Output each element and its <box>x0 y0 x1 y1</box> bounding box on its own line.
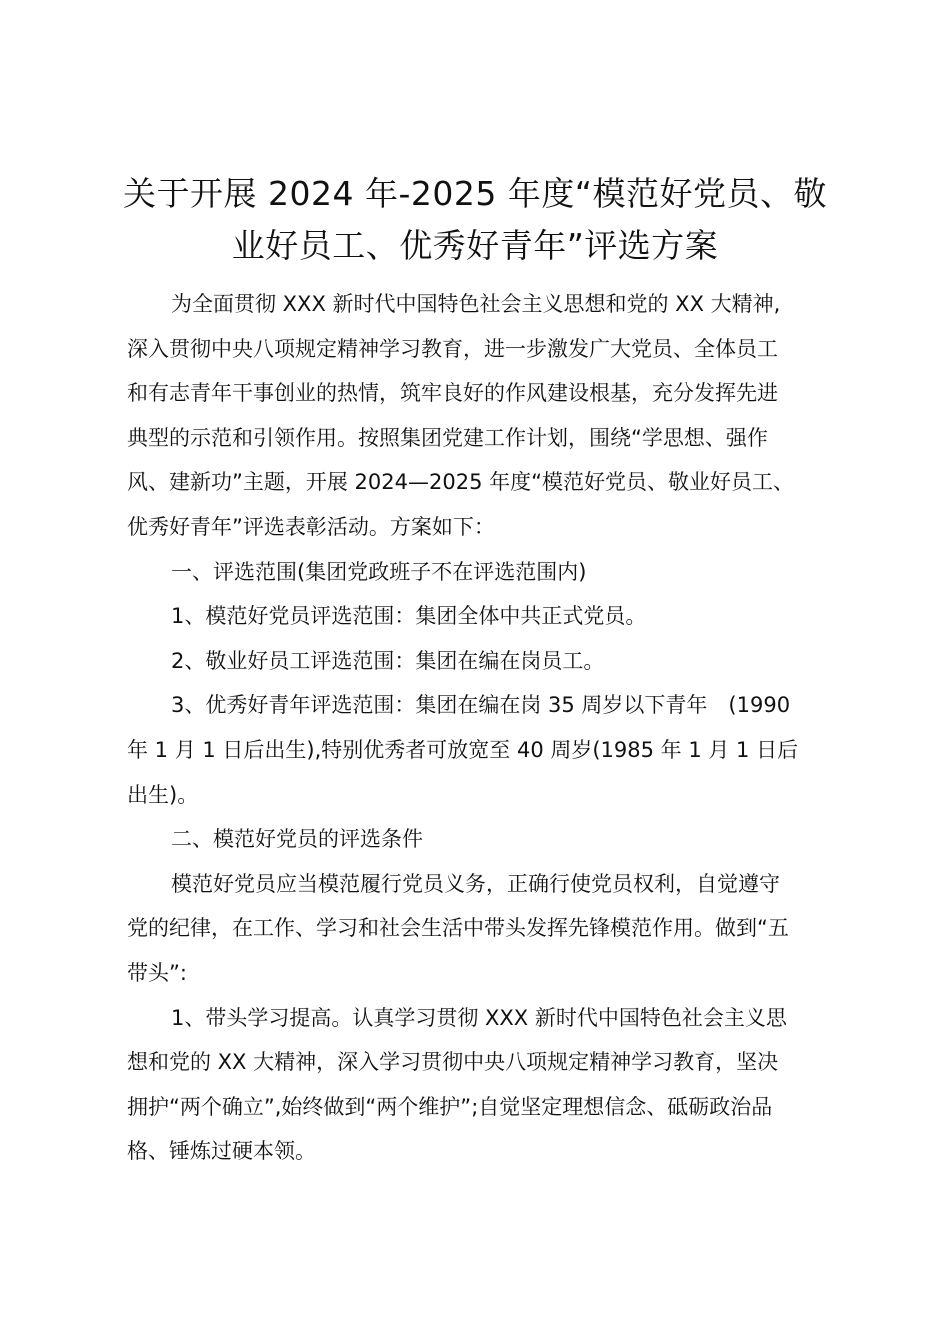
section-heading: 一、评选范围(集团党政班子不在评选范围内) <box>171 559 587 584</box>
paragraph-line: 出生)。 <box>127 782 199 807</box>
paragraph-line: 拥护“两个确立”,始终做到“两个维护”;自觉坚定理想信念、砥砺政治品 <box>127 1094 773 1119</box>
list-item: 1、带头学习提高。认真学习贯彻 XXX 新时代中国特色社会主义思 <box>171 1005 787 1030</box>
list-item: 3、优秀好青年评选范围：集团在编在岗 35 周岁以下青年 (1990 <box>171 693 791 718</box>
paragraph-line: 优秀好青年”评选表彰活动。方案如下： <box>127 514 495 539</box>
paragraph-line: 深入贯彻中央八项规定精神学习教育，进一步激发广大党员、全体员工 <box>127 336 778 361</box>
list-item: 2、敬业好员工评选范围：集团在编在岗员工。 <box>171 648 605 673</box>
paragraph-line: 格、锤炼过硬本领。 <box>127 1139 316 1164</box>
paragraph-line: 典型的示范和引领作用。按照集团党建工作计划，围绕“学思想、强作 <box>127 425 768 450</box>
document-title <box>110 168 840 272</box>
document-body <box>127 282 827 1174</box>
title-line-2: 业好员工、优秀好青年”评选方案 <box>231 226 719 265</box>
paragraph-line: 想和党的 XX 大精神，深入学习贯彻中央八项规定精神学习教育，坚决 <box>127 1050 779 1075</box>
section-heading: 二、模范好党员的评选条件 <box>171 827 423 852</box>
paragraph-line: 带头”: <box>127 960 187 985</box>
paragraph-line: 模范好党员应当模范履行党员义务，正确行使党员权利，自觉遵守 <box>171 871 780 896</box>
paragraph-line: 为全面贯彻 XXX 新时代中国特色社会主义思想和党的 XX 大精神, <box>171 292 781 316</box>
paragraph-line: 风、建新功”主题，开展 2024—2025 年度“模范好党员、敬业好员工、 <box>127 470 794 495</box>
list-item: 1、模范好党员评选范围：集团全体中共正式党员。 <box>171 604 647 629</box>
paragraph-line: 年 1 月 1 日后出生),特别优秀者可放宽至 40 周岁(1985 年 1 月 1 日后 <box>127 737 799 762</box>
paragraph-line: 党的纪律，在工作、学习和社会生活中带头发挥先锋模范作用。做到“五 <box>127 916 789 941</box>
title-line-1: 关于开展 2024 年-2025 年度“模范好党员、敬 <box>123 174 827 213</box>
paragraph-line: 和有志青年干事创业的热情，筑牢良好的作风建设根基，充分发挥先进 <box>127 381 778 406</box>
